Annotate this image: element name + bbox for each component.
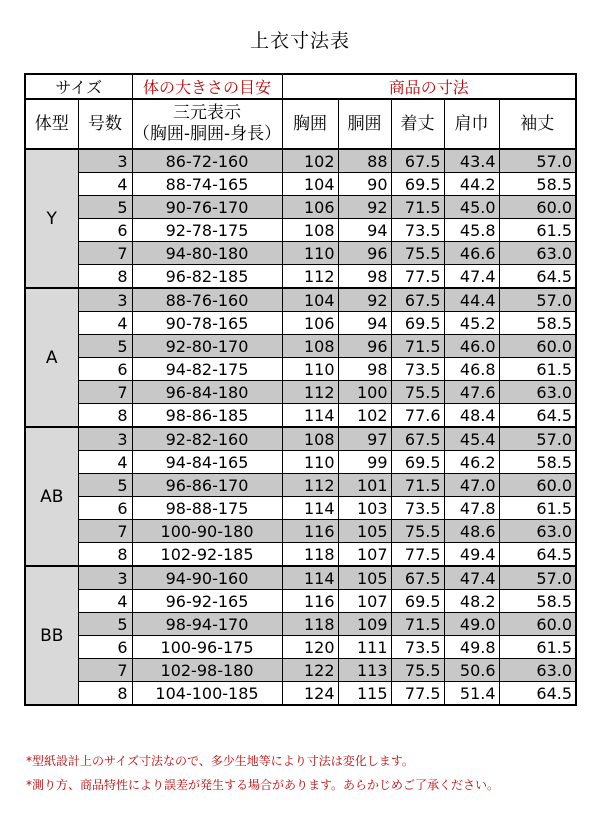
size-number-cell: 3 [78,427,132,451]
waist-cell: 97 [338,427,391,451]
sleeve-cell: 58.5 [499,451,576,474]
length-cell: 75.5 [391,242,444,265]
shoulder-cell: 47.4 [444,566,499,590]
size-number-cell: 5 [78,335,132,358]
chest-cell: 104 [282,173,338,196]
sleeve-cell: 60.0 [499,474,576,497]
header-three-dim-line2: （胸囲-胴囲-身長） [132,124,282,144]
sleeve-cell: 63.0 [499,381,576,404]
size-number-cell: 8 [78,543,132,567]
length-cell: 71.5 [391,196,444,219]
length-cell: 77.5 [391,543,444,567]
note-pattern: *型紙設計上のサイズ寸法なので、多少生地等により寸法は変化します。 [26,754,414,768]
waist-cell: 115 [338,682,391,706]
sleeve-cell: 64.5 [499,543,576,567]
shoulder-cell: 45.2 [444,312,499,335]
shoulder-cell: 45.8 [444,219,499,242]
chest-cell: 108 [282,219,338,242]
three-dim-cell: 88-74-165 [132,173,282,196]
size-number-cell: 5 [78,613,132,636]
shoulder-cell: 49.8 [444,636,499,659]
chest-cell: 116 [282,590,338,613]
sleeve-cell: 58.5 [499,173,576,196]
header-length: 着丈 [391,99,444,149]
chest-cell: 108 [282,427,338,451]
header-guide: 体の大きさの目安 [132,74,282,99]
size-number-cell: 5 [78,474,132,497]
size-number-cell: 4 [78,590,132,613]
sleeve-cell: 60.0 [499,335,576,358]
three-dim-cell: 96-82-185 [132,265,282,289]
page-title: 上衣寸法表 [249,30,350,52]
shoulder-cell: 46.6 [444,242,499,265]
table-row [25,335,576,358]
three-dim-cell: 104-100-185 [132,682,282,706]
size-number-cell: 7 [78,242,132,265]
shoulder-cell: 47.6 [444,381,499,404]
length-cell: 67.5 [391,566,444,590]
chest-cell: 114 [282,497,338,520]
waist-cell: 111 [338,636,391,659]
length-cell: 73.5 [391,636,444,659]
table-row [25,149,576,173]
length-cell: 71.5 [391,613,444,636]
table-row [25,474,576,497]
table-row [25,381,576,404]
chest-cell: 110 [282,451,338,474]
waist-cell: 88 [338,149,391,173]
length-cell: 77.6 [391,404,444,428]
chest-cell: 114 [282,404,338,428]
waist-cell: 101 [338,474,391,497]
three-dim-cell: 98-86-185 [132,404,282,428]
chest-cell: 106 [282,196,338,219]
header-size: サイズ [25,74,132,99]
sleeve-cell: 57.0 [499,288,576,312]
header-product: 商品の寸法 [282,74,576,99]
table-row [25,543,576,567]
size-number-cell: 3 [78,149,132,173]
sleeve-cell: 61.5 [499,636,576,659]
waist-cell: 96 [338,335,391,358]
table-row [25,613,576,636]
three-dim-cell: 92-78-175 [132,219,282,242]
size-number-cell: 7 [78,659,132,682]
sleeve-cell: 61.5 [499,358,576,381]
chest-cell: 118 [282,613,338,636]
sleeve-cell: 61.5 [499,219,576,242]
length-cell: 75.5 [391,520,444,543]
shoulder-cell: 45.4 [444,427,499,451]
header-body-type: 体型 [25,99,78,149]
sleeve-cell: 64.5 [499,404,576,428]
length-cell: 75.5 [391,659,444,682]
sleeve-cell: 60.0 [499,613,576,636]
header-number: 号数 [78,99,132,149]
three-dim-cell: 94-84-165 [132,451,282,474]
chest-cell: 124 [282,682,338,706]
chest-cell: 112 [282,265,338,289]
table-row [25,659,576,682]
length-cell: 71.5 [391,474,444,497]
length-cell: 77.5 [391,265,444,289]
waist-cell: 94 [338,219,391,242]
three-dim-cell: 96-86-170 [132,474,282,497]
three-dim-cell: 94-82-175 [132,358,282,381]
shoulder-cell: 51.4 [444,682,499,706]
waist-cell: 98 [338,265,391,289]
waist-cell: 98 [338,358,391,381]
three-dim-cell: 94-90-160 [132,566,282,590]
shoulder-cell: 47.4 [444,265,499,289]
length-cell: 73.5 [391,219,444,242]
three-dim-cell: 100-90-180 [132,520,282,543]
length-cell: 69.5 [391,451,444,474]
waist-cell: 109 [338,613,391,636]
header-chest: 胸囲 [282,99,338,149]
table-row [25,497,576,520]
header-three-dim [132,99,282,149]
waist-cell: 107 [338,590,391,613]
sleeve-cell: 58.5 [499,312,576,335]
size-number-cell: 3 [78,288,132,312]
waist-cell: 100 [338,381,391,404]
waist-cell: 103 [338,497,391,520]
length-cell: 77.5 [391,682,444,706]
table-row [25,196,576,219]
shoulder-cell: 46.0 [444,335,499,358]
table-row [25,451,576,474]
length-cell: 69.5 [391,312,444,335]
header-three-dim-line1: 三元表示 [173,103,242,123]
length-cell: 75.5 [391,381,444,404]
size-number-cell: 8 [78,682,132,706]
length-cell: 71.5 [391,335,444,358]
table-row [25,358,576,381]
note-measurement: *測り方、商品特性により誤差が発生する場合があります。あらかじめご了承ください。 [26,778,500,792]
body-type-cell: A [25,288,78,427]
waist-cell: 94 [338,312,391,335]
size-number-cell: 4 [78,451,132,474]
waist-cell: 105 [338,566,391,590]
table-row [25,636,576,659]
waist-cell: 105 [338,520,391,543]
size-table-body [25,149,576,705]
table-row [25,590,576,613]
chest-cell: 112 [282,381,338,404]
size-number-cell: 4 [78,173,132,196]
waist-cell: 92 [338,288,391,312]
sleeve-cell: 64.5 [499,265,576,289]
size-number-cell: 6 [78,497,132,520]
sleeve-cell: 57.0 [499,149,576,173]
chest-cell: 110 [282,242,338,265]
shoulder-cell: 49.0 [444,613,499,636]
waist-cell: 96 [338,242,391,265]
waist-cell: 107 [338,543,391,567]
table-row [25,242,576,265]
chest-cell: 106 [282,312,338,335]
size-number-cell: 7 [78,520,132,543]
shoulder-cell: 46.8 [444,358,499,381]
chest-cell: 104 [282,288,338,312]
sleeve-cell: 63.0 [499,242,576,265]
size-number-cell: 4 [78,312,132,335]
size-number-cell: 5 [78,196,132,219]
chest-cell: 108 [282,335,338,358]
shoulder-cell: 50.6 [444,659,499,682]
three-dim-cell: 100-96-175 [132,636,282,659]
table-row [25,312,576,335]
size-number-cell: 8 [78,404,132,428]
size-number-cell: 7 [78,381,132,404]
length-cell: 67.5 [391,149,444,173]
three-dim-cell: 90-76-170 [132,196,282,219]
size-number-cell: 3 [78,566,132,590]
three-dim-cell: 96-84-180 [132,381,282,404]
chest-cell: 110 [282,358,338,381]
table-row [25,265,576,289]
three-dim-cell: 94-80-180 [132,242,282,265]
shoulder-cell: 46.2 [444,451,499,474]
sleeve-cell: 63.0 [499,520,576,543]
sleeve-cell: 63.0 [499,659,576,682]
shoulder-cell: 48.4 [444,404,499,428]
three-dim-cell: 92-82-160 [132,427,282,451]
waist-cell: 102 [338,404,391,428]
three-dim-cell: 102-98-180 [132,659,282,682]
header-shoulder: 肩巾 [444,99,499,149]
shoulder-cell: 48.2 [444,590,499,613]
sleeve-cell: 60.0 [499,196,576,219]
chest-cell: 102 [282,149,338,173]
shoulder-cell: 43.4 [444,149,499,173]
shoulder-cell: 47.8 [444,497,499,520]
three-dim-cell: 102-92-185 [132,543,282,567]
shoulder-cell: 44.4 [444,288,499,312]
shoulder-cell: 47.0 [444,474,499,497]
table-row [25,427,576,451]
shoulder-cell: 49.4 [444,543,499,567]
shoulder-cell: 45.0 [444,196,499,219]
length-cell: 69.5 [391,590,444,613]
sleeve-cell: 57.0 [499,566,576,590]
three-dim-cell: 90-78-165 [132,312,282,335]
length-cell: 69.5 [391,173,444,196]
shoulder-cell: 44.2 [444,173,499,196]
three-dim-cell: 96-92-165 [132,590,282,613]
chest-cell: 112 [282,474,338,497]
table-row [25,219,576,242]
size-number-cell: 8 [78,265,132,289]
length-cell: 73.5 [391,497,444,520]
size-number-cell: 6 [78,219,132,242]
size-number-cell: 6 [78,358,132,381]
table-row [25,566,576,590]
length-cell: 67.5 [391,288,444,312]
size-number-cell: 6 [78,636,132,659]
waist-cell: 90 [338,173,391,196]
table-row [25,288,576,312]
table-row [25,404,576,428]
size-table [24,73,577,706]
body-type-cell: BB [25,566,78,705]
length-cell: 73.5 [391,358,444,381]
waist-cell: 92 [338,196,391,219]
three-dim-cell: 86-72-160 [132,149,282,173]
chest-cell: 118 [282,543,338,567]
three-dim-cell: 98-94-170 [132,613,282,636]
chest-cell: 122 [282,659,338,682]
table-row [25,173,576,196]
length-cell: 67.5 [391,427,444,451]
three-dim-cell: 98-88-175 [132,497,282,520]
sleeve-cell: 58.5 [499,590,576,613]
body-type-cell: Y [25,149,78,288]
sleeve-cell: 57.0 [499,427,576,451]
body-type-cell: AB [25,427,78,566]
chest-cell: 116 [282,520,338,543]
chest-cell: 120 [282,636,338,659]
table-row [25,520,576,543]
waist-cell: 99 [338,451,391,474]
shoulder-cell: 48.6 [444,520,499,543]
sleeve-cell: 61.5 [499,497,576,520]
table-row [25,682,576,706]
header-waist: 胴囲 [338,99,391,149]
three-dim-cell: 92-80-170 [132,335,282,358]
header-sleeve: 袖丈 [499,99,576,149]
sleeve-cell: 64.5 [499,682,576,706]
waist-cell: 113 [338,659,391,682]
three-dim-cell: 88-76-160 [132,288,282,312]
chest-cell: 114 [282,566,338,590]
